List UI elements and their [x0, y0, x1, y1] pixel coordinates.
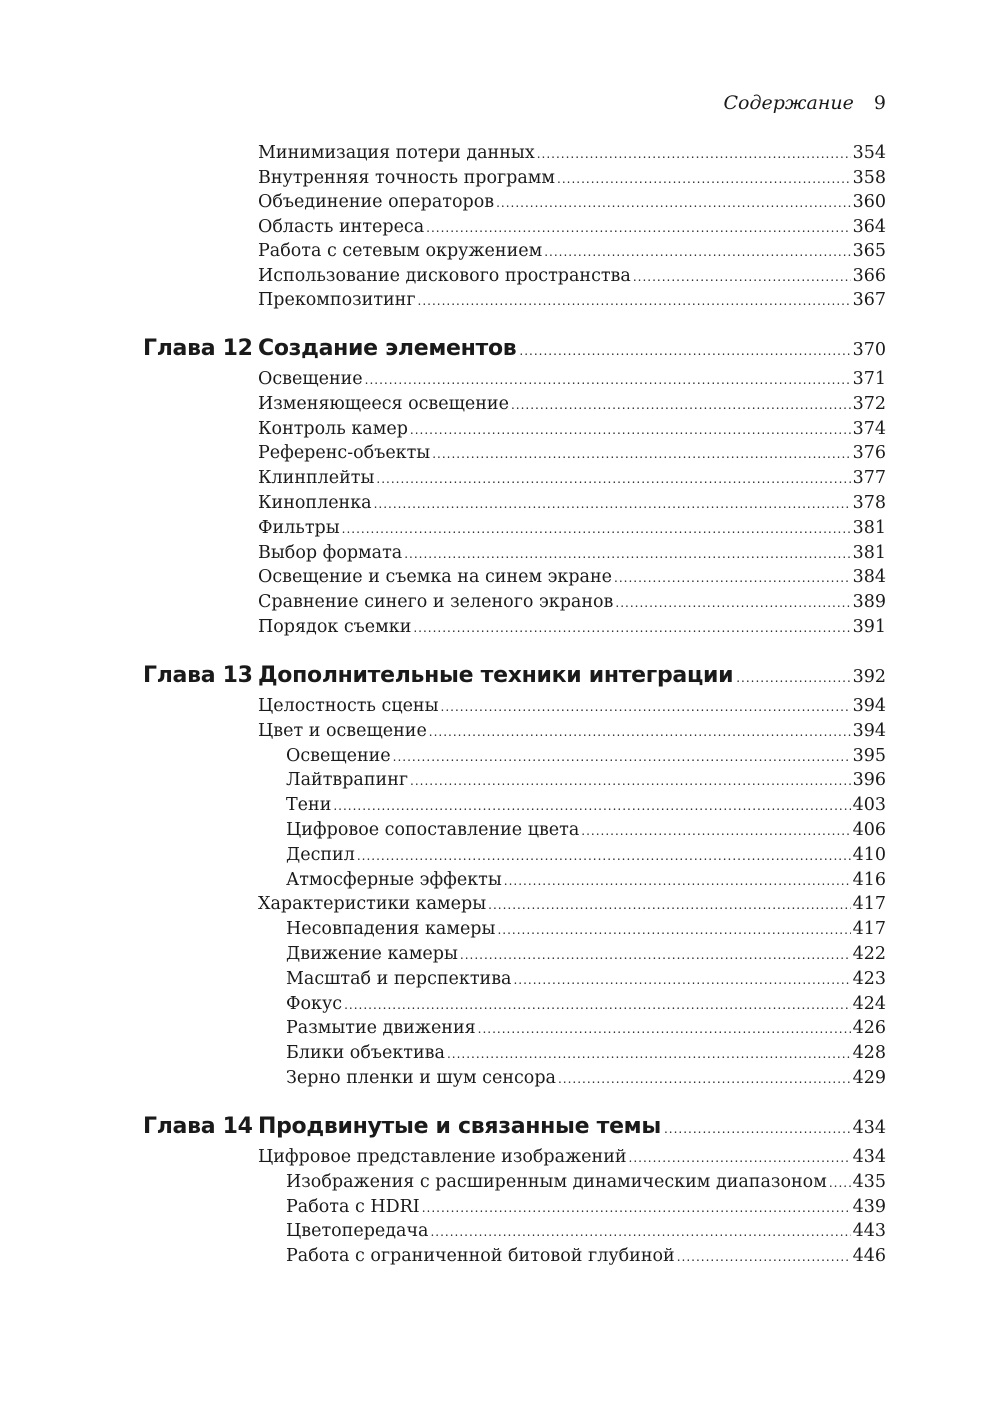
- toc-subentry[interactable]: [286, 992, 886, 1017]
- leader-dots: [413, 616, 850, 641]
- toc-entry[interactable]: [258, 141, 886, 166]
- toc-subentry[interactable]: [286, 868, 886, 893]
- toc-entry[interactable]: [258, 264, 886, 289]
- chapter-title: Продвинутые и связанные темы: [258, 1114, 661, 1139]
- chapter-13-heading[interactable]: [143, 661, 886, 691]
- toc-entry[interactable]: [258, 166, 886, 191]
- toc-entry-page: 394: [852, 696, 886, 716]
- toc-entry-title: Прекомпозитинг: [258, 290, 416, 310]
- toc-entry-page: 371: [852, 369, 886, 389]
- chapter-14-heading[interactable]: [143, 1112, 886, 1142]
- toc-entry[interactable]: [258, 239, 886, 264]
- toc-entry-title: Фокус: [286, 993, 343, 1014]
- leader-dots: [677, 1245, 851, 1270]
- toc-entry-page: 396: [852, 770, 886, 791]
- toc-entry[interactable]: [258, 190, 886, 215]
- leader-dots: [404, 542, 850, 567]
- leader-dots: [558, 1067, 851, 1092]
- chapter-page: 370: [852, 340, 886, 360]
- leader-dots: [615, 591, 850, 616]
- leader-dots: [581, 819, 850, 844]
- toc-entry-title: Размытие движения: [286, 1018, 476, 1039]
- leader-dots: [557, 167, 851, 192]
- page-number: 9: [873, 92, 886, 114]
- toc-entry-page: 354: [852, 143, 886, 163]
- leader-dots: [736, 663, 849, 693]
- toc-entry-page: 365: [852, 241, 886, 261]
- toc-entry-page: 384: [852, 567, 886, 588]
- leader-dots: [342, 517, 851, 542]
- toc-entry-title: Референс-объекты: [258, 443, 431, 464]
- toc-entry-title: Движение камеры: [286, 944, 458, 964]
- toc-entry-title: Освещение и съемка на синем экране: [258, 567, 613, 588]
- toc-entry-title: Область интереса: [258, 216, 425, 237]
- toc-entry-page: 381: [852, 542, 886, 563]
- toc-entry-page: 366: [852, 265, 886, 286]
- leader-dots: [511, 393, 851, 418]
- leader-dots: [441, 695, 851, 720]
- leader-dots: [447, 1042, 851, 1067]
- toc-entry-page: 389: [852, 592, 886, 613]
- leader-dots: [829, 1171, 851, 1196]
- leader-dots: [432, 442, 850, 467]
- toc-entry-page: 358: [852, 167, 886, 188]
- toc-entry-page: 381: [852, 517, 886, 538]
- toc-entry-title: Фильтры: [258, 517, 340, 538]
- leader-dots: [629, 1146, 851, 1171]
- toc-entry-page: 406: [852, 820, 886, 840]
- leader-dots: [544, 240, 850, 265]
- toc-entry-page: 446: [852, 1246, 886, 1267]
- toc-entry-title: Зерно пленки и шум сенсора: [286, 1068, 556, 1088]
- toc-entry-page: 428: [852, 1043, 886, 1064]
- toc-entry-title: Кинопленка: [258, 493, 372, 513]
- toc-entry-page: 434: [852, 1147, 886, 1167]
- toc-entry-page: 374: [852, 418, 886, 439]
- leader-dots: [393, 745, 851, 770]
- toc-entry-title: Освещение: [286, 745, 391, 766]
- toc-entry-title: Контроль камер: [258, 418, 408, 439]
- leader-dots: [418, 289, 851, 314]
- leader-dots: [430, 1220, 850, 1245]
- leader-dots: [497, 918, 850, 943]
- leader-dots: [614, 566, 851, 591]
- toc-entry[interactable]: [258, 417, 886, 442]
- toc-entry-title: Характеристики камеры: [258, 894, 487, 915]
- toc-entry-page: 376: [852, 443, 886, 464]
- toc-subentry[interactable]: [286, 768, 886, 793]
- toc-entry-page: 395: [852, 745, 886, 766]
- toc-entry-page: 417: [852, 894, 886, 915]
- chapter-label: Глава 14: [143, 1114, 253, 1139]
- toc-entry-page: 429: [852, 1068, 886, 1088]
- toc-entry-page: 422: [852, 944, 886, 964]
- toc-entry-title: Использование дискового пространства: [258, 265, 631, 286]
- leader-dots: [519, 336, 849, 366]
- toc-subentry[interactable]: [286, 1041, 886, 1066]
- toc-entry[interactable]: [258, 441, 886, 466]
- toc-entry-title: Деспил: [286, 844, 355, 865]
- toc-entry-page: 417: [852, 919, 886, 940]
- leader-dots: [633, 265, 851, 290]
- leader-dots: [333, 794, 850, 819]
- leader-dots: [357, 844, 851, 869]
- toc-subentry[interactable]: [286, 967, 886, 992]
- toc-entry[interactable]: [258, 892, 886, 917]
- toc-subentry[interactable]: [286, 1016, 886, 1041]
- leader-dots: [513, 968, 850, 993]
- chapter-page: 434: [852, 1118, 886, 1138]
- toc-entry-page: 378: [852, 493, 886, 513]
- toc-entry-title: Работа с HDRI: [286, 1196, 420, 1217]
- leader-dots: [376, 467, 850, 492]
- toc-entry-title: Тени: [286, 795, 332, 816]
- chapter-title: Создание элементов: [258, 336, 517, 361]
- leader-dots: [664, 1114, 850, 1144]
- toc-subentry[interactable]: [286, 793, 886, 818]
- toc-entry[interactable]: [258, 541, 886, 566]
- toc-entry-title: Сравнение синего и зеленого экранов: [258, 592, 614, 613]
- toc-entry[interactable]: [258, 491, 886, 516]
- toc-subentry[interactable]: [286, 1244, 886, 1269]
- chapter-12-heading[interactable]: [143, 334, 886, 364]
- chapter-page: 392: [852, 667, 886, 687]
- toc-entry-title: Порядок съемки: [258, 617, 412, 637]
- leader-dots: [374, 492, 851, 517]
- toc-entry-title: Клинплейты: [258, 468, 375, 489]
- toc-entry-page: 410: [852, 844, 886, 865]
- leader-dots: [344, 993, 850, 1018]
- toc-entry[interactable]: [258, 1145, 886, 1170]
- toc-entry-page: 360: [852, 192, 886, 212]
- toc-entry[interactable]: [258, 367, 886, 392]
- toc-entry-page: 403: [852, 795, 886, 816]
- toc-entry-title: Выбор формата: [258, 542, 403, 563]
- leader-dots: [410, 769, 851, 794]
- toc-subentry[interactable]: [286, 744, 886, 769]
- toc-subentry[interactable]: [286, 818, 886, 843]
- toc-entry-title: Лайтврапинг: [286, 770, 409, 791]
- toc-entry-page: 435: [852, 1171, 886, 1192]
- leader-dots: [410, 418, 851, 443]
- chapter-label: Глава 12: [143, 336, 253, 361]
- leader-dots: [488, 893, 850, 918]
- toc-entry-page: 426: [852, 1018, 886, 1039]
- toc-entry[interactable]: [258, 590, 886, 615]
- running-head: [724, 92, 887, 114]
- toc-entry-page: 424: [852, 993, 886, 1014]
- toc-entry-title: Работа с сетевым окружением: [258, 241, 543, 261]
- toc-entry[interactable]: [258, 466, 886, 491]
- toc-entry[interactable]: [258, 615, 886, 640]
- toc-entry-page: 364: [852, 216, 886, 237]
- toc-entry-page: 394: [852, 720, 886, 741]
- toc-entry-title: Цвет и освещение: [258, 720, 427, 741]
- toc-entry-title: Цифровое сопоставление цвета: [286, 820, 580, 840]
- toc-entry-page: 423: [852, 968, 886, 989]
- toc-entry-title: Минимизация потери данных: [258, 143, 535, 163]
- toc-entry[interactable]: [258, 719, 886, 744]
- toc-entry-title: Цифровое представление изображений: [258, 1147, 627, 1167]
- toc-entry-page: 416: [852, 869, 886, 890]
- toc-entry-page: 391: [852, 617, 886, 637]
- leader-dots: [422, 1196, 851, 1221]
- toc-entry-title: Объединение операторов: [258, 192, 495, 212]
- leader-dots: [426, 216, 850, 241]
- toc-entry[interactable]: [258, 516, 886, 541]
- toc-entry-title: Целостность сцены: [258, 696, 439, 716]
- toc-entry-page: 377: [852, 468, 886, 489]
- toc-entry-title: Изображения с расширенным динамическим диапазоном: [286, 1171, 827, 1192]
- toc-entry-title: Масштаб и перспектива: [286, 968, 512, 989]
- toc-subentry[interactable]: [286, 917, 886, 942]
- leader-dots: [365, 368, 851, 393]
- leader-dots: [537, 142, 851, 167]
- toc-subentry[interactable]: [286, 1170, 886, 1195]
- chapter-label: Глава 13: [143, 663, 253, 688]
- running-head-title: Содержание: [723, 92, 854, 114]
- toc-entry[interactable]: [258, 694, 886, 719]
- toc-entry-title: Несовпадения камеры: [286, 919, 496, 940]
- toc-entry-page: 443: [852, 1221, 886, 1242]
- toc-subentry[interactable]: [286, 843, 886, 868]
- leader-dots: [460, 943, 851, 968]
- toc-entry-title: Изменяющееся освещение: [258, 393, 509, 414]
- toc-subentry[interactable]: [286, 1219, 886, 1244]
- toc-entry-title: Освещение: [258, 369, 363, 389]
- chapter-title: Дополнительные техники интеграции: [258, 663, 734, 688]
- toc-entry-page: 372: [852, 393, 886, 414]
- leader-dots: [496, 191, 851, 216]
- toc-entry[interactable]: [258, 392, 886, 417]
- toc-subentry[interactable]: [286, 1066, 886, 1091]
- leader-dots: [504, 869, 851, 894]
- toc-entry[interactable]: [258, 288, 886, 313]
- toc-entry[interactable]: [258, 215, 886, 240]
- toc-entry-title: Атмосферные эффекты: [286, 869, 502, 890]
- toc-entry-page: 367: [852, 290, 886, 310]
- toc-subentry[interactable]: [286, 1195, 886, 1220]
- toc-subentry[interactable]: [286, 942, 886, 967]
- toc-entry-title: Внутренняя точность программ: [258, 167, 556, 188]
- toc-entry[interactable]: [258, 565, 886, 590]
- toc-entry-page: 439: [852, 1196, 886, 1217]
- leader-dots: [478, 1017, 851, 1042]
- toc-entry-title: Работа с ограниченной битовой глубиной: [286, 1246, 675, 1267]
- leader-dots: [429, 720, 851, 745]
- toc-entry-title: Цветопередача: [286, 1221, 429, 1242]
- toc-entry-title: Блики объектива: [286, 1043, 445, 1064]
